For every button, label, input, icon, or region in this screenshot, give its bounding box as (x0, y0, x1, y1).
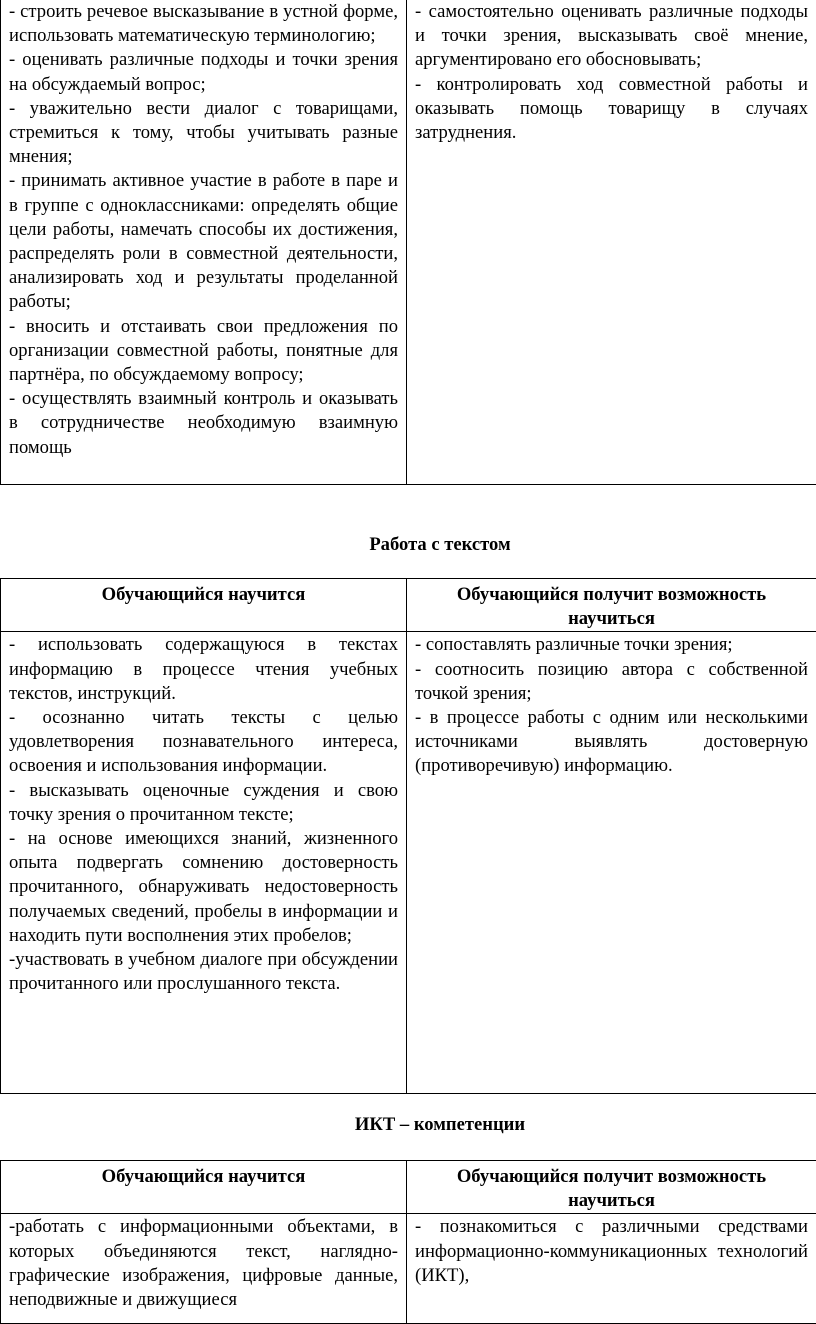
column-header-opportunity: Обучающийся получит возможность научиться (407, 1161, 816, 1214)
text-work-table (0, 578, 816, 1094)
learner-opportunity-cell (407, 632, 816, 1094)
section-title-ict: ИКТ – компетенции (0, 1113, 816, 1137)
learner-will-learn-cell (1, 632, 407, 1094)
column-header-opportunity: Обучающийся получит возможность научиться (407, 579, 816, 632)
communicative-skills-table (0, 0, 816, 485)
list-item: -работать с информационными объектами, в которых объединяются текст, наглядно-графические изображения, цифровые данные, неподвижные и движущиеся (9, 1215, 398, 1312)
list-item: - принимать активное участие в работе в паре и в группе с одноклассниками: определять общие цели работы, намечать способы их достижения, распределять роли в совместной деятельности, анализировать ход и результаты проделанной работы; (9, 169, 398, 314)
ict-competence-table (0, 1160, 816, 1324)
learner-will-learn-cell (1, 0, 407, 485)
table-header-row (1, 1161, 816, 1214)
table-row (1, 632, 816, 1094)
list-item: - вносить и отстаивать свои предложения по организации совместной работы, понятные для партнёра, по обсуждаемому вопросу; (9, 315, 398, 388)
list-item: - сопоставлять различные точки зрения; (415, 633, 808, 657)
section-title-text-work: Работа с текстом (0, 533, 816, 557)
list-item: -участвовать в учебном диалоге при обсуждении прочитанного или прослушанного текста. (9, 948, 398, 996)
learner-will-learn-cell (1, 1214, 407, 1324)
list-item: - осознанно читать тексты с целью удовлетворения познавательного интереса, освоения и использования информации. (9, 706, 398, 779)
list-item: - познакомиться с различными средствами информационно-коммуникационных технологий (ИКТ), (415, 1215, 808, 1288)
list-item: - использовать содержащуюся в текстах информацию в процессе чтения учебных текстов, инструкций. (9, 633, 398, 706)
list-item: - уважительно вести диалог с товарищами, стремиться к тому, чтобы учитывать разные мнения; (9, 97, 398, 170)
list-item: - высказывать оценочные суждения и свою точку зрения о прочитанном тексте; (9, 779, 398, 827)
list-item: - самостоятельно оценивать различные подходы и точки зрения, высказывать своё мнение, аргументировано его обосновывать; (415, 0, 808, 73)
list-item: - в процессе работы с одним или несколькими источниками выявлять достоверную (противоречивую) информацию. (415, 706, 808, 779)
table-header-row (1, 579, 816, 632)
list-item: - строить речевое высказывание в устной форме, использовать математическую терминологию; (9, 0, 398, 48)
learner-opportunity-cell (407, 1214, 816, 1324)
list-item: - оценивать различные подходы и точки зрения на обсуждаемый вопрос; (9, 48, 398, 96)
list-item: - на основе имеющихся знаний, жизненного опыта подвергать сомнению достоверность прочитанного, обнаруживать недостоверность получаемых сведений, пробелы в информации и находить пути восполнения этих пробелов; (9, 827, 398, 948)
learner-opportunity-cell (407, 0, 816, 485)
table-row (1, 0, 816, 485)
table-row (1, 1214, 816, 1324)
list-item: - осуществлять взаимный контроль и оказывать в сотрудничестве необходимую взаимную помощь (9, 387, 398, 460)
list-item: - соотносить позицию автора с собственной точкой зрения; (415, 658, 808, 706)
list-item: - контролировать ход совместной работы и оказывать помощь товарищу в случаях затруднения. (415, 73, 808, 146)
column-header-will-learn: Обучающийся научится (1, 1161, 407, 1214)
column-header-will-learn: Обучающийся научится (1, 579, 407, 632)
